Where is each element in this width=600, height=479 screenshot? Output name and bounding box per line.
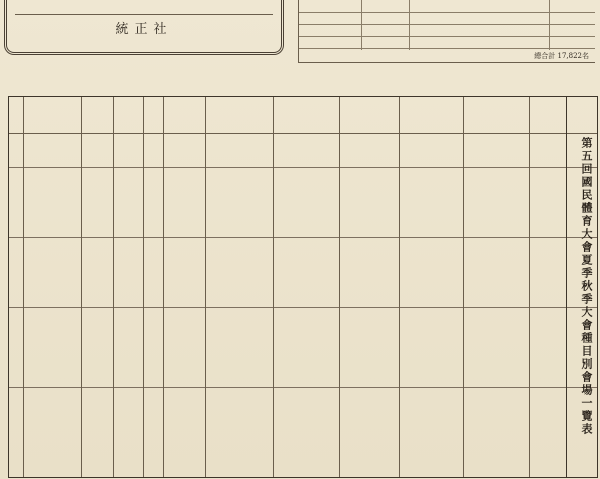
- publisher-name: 統正社: [115, 22, 173, 37]
- table-col-rule: [113, 97, 114, 477]
- table-col-rule: [339, 97, 340, 477]
- table-col-rule: [143, 97, 144, 477]
- table-col-rule: [163, 97, 164, 477]
- table-col-rule: [529, 97, 530, 477]
- table-row-rule: [9, 167, 597, 168]
- table-header-band: [9, 97, 597, 134]
- frame-rule: [15, 14, 273, 15]
- summary-col-rule: [409, 0, 410, 50]
- summary-total-value: 17,822名: [557, 52, 589, 60]
- summary-row-rule: [299, 24, 595, 25]
- venue-table: [8, 96, 598, 478]
- summary-col-rule: [361, 0, 362, 50]
- table-row-rule: [9, 387, 597, 388]
- table-col-rule: [273, 97, 274, 477]
- table-col-rule: [205, 97, 206, 477]
- summary-row-rule: [299, 12, 595, 13]
- table-row-rule: [9, 237, 597, 238]
- summary-total: [534, 51, 589, 61]
- table-title-column: [566, 97, 597, 477]
- table-col-rule: [81, 97, 82, 477]
- table-col-rule: [463, 97, 464, 477]
- table-row-rule: [9, 307, 597, 308]
- table-col-rule: [399, 97, 400, 477]
- summary-row-rule: [299, 36, 595, 37]
- summary-table: [298, 0, 595, 63]
- table-col-rule: [23, 97, 24, 477]
- publisher-frame: [4, 0, 284, 55]
- table-title: 第五回國民體育大會夏季秋季大會種目別會場一覽表: [580, 137, 593, 436]
- summary-total-label: 總合計: [534, 52, 556, 60]
- summary-col-rule: [549, 0, 550, 50]
- summary-row-rule: [299, 48, 595, 49]
